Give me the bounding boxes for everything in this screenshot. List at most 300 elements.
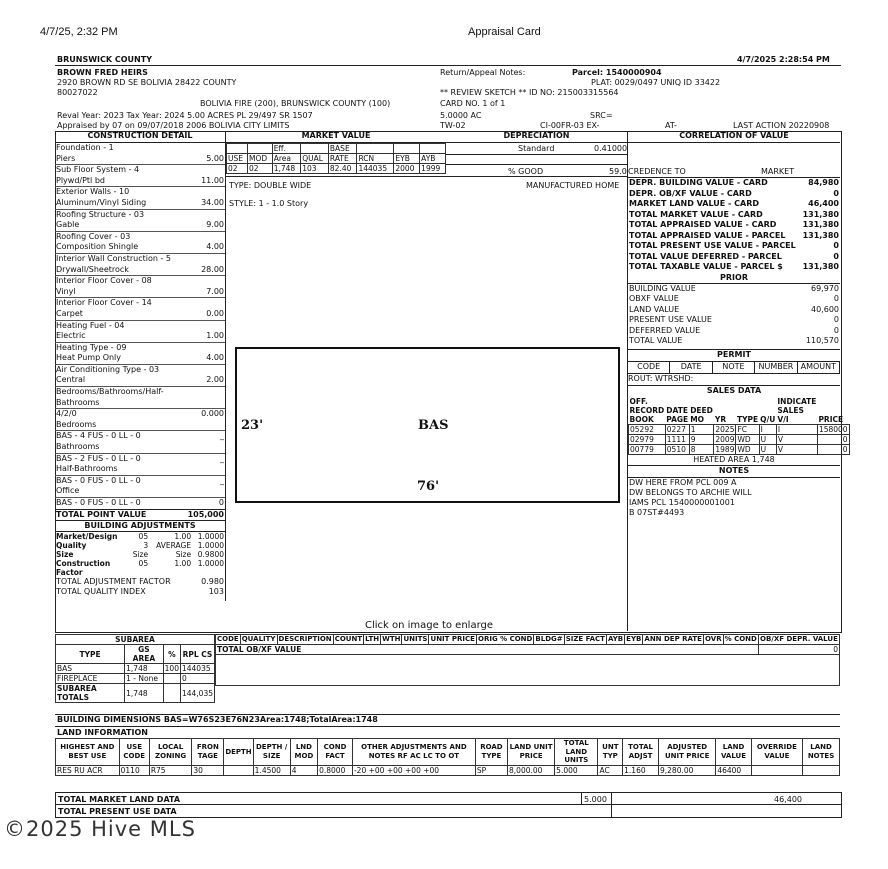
market-cell: 1999 bbox=[420, 164, 446, 174]
construction-row bbox=[55, 442, 225, 454]
sales-header: INDICATE bbox=[777, 396, 817, 406]
sales-row bbox=[629, 444, 850, 454]
value-label: MARKET LAND VALUE - CARD bbox=[629, 199, 759, 208]
adjustment-cell bbox=[149, 568, 192, 577]
construction-row bbox=[55, 353, 225, 365]
construction-label: Composition Shingle bbox=[56, 242, 139, 252]
construction-detail bbox=[55, 131, 225, 597]
adjustment-cell: Market/Design bbox=[56, 531, 118, 541]
notes-title: NOTES bbox=[628, 465, 840, 477]
correlation-of-value bbox=[628, 131, 848, 518]
type-label: TYPE: DOUBLE WIDE bbox=[229, 181, 312, 190]
style-label: STYLE: 1 - 1.0 Story bbox=[229, 199, 309, 208]
value-amount: 0 bbox=[833, 251, 839, 261]
sales-cell: 0227 bbox=[665, 424, 689, 434]
rout-line: ROUT: WTRSHD: bbox=[628, 373, 694, 383]
construction-row bbox=[55, 331, 225, 343]
print-datetime: 4/7/25, 2:32 PM bbox=[40, 26, 118, 38]
construction-value: 7.00 bbox=[206, 286, 224, 296]
value-amount: 131,380 bbox=[802, 230, 839, 240]
sales-cell: 0 bbox=[817, 434, 849, 444]
src: SRC= bbox=[590, 111, 613, 120]
sales-header bbox=[714, 397, 736, 406]
obxf-header: AYB bbox=[607, 635, 624, 643]
adjustment-cell: 1.0000 bbox=[197, 558, 224, 568]
value-amount: 0 bbox=[833, 294, 839, 303]
adjustment-cell bbox=[129, 568, 149, 577]
construction-label: Bathrooms bbox=[56, 442, 100, 452]
construction-rows bbox=[55, 143, 225, 597]
permit-header: CODE bbox=[628, 362, 670, 373]
sales-cell: WD bbox=[736, 444, 759, 454]
land-cell: 46400 bbox=[716, 765, 751, 775]
market-cell: 1,748 bbox=[272, 164, 301, 174]
value-row bbox=[628, 294, 840, 305]
obxf-header-row bbox=[216, 635, 840, 645]
adjustment-cell: 1.0000 bbox=[197, 531, 224, 541]
permit-header: DATE bbox=[670, 362, 712, 373]
land-table bbox=[55, 738, 840, 776]
adjustments-title: BUILDING ADJUSTMENTS bbox=[55, 521, 225, 532]
total-market-value: 46,400 bbox=[774, 795, 802, 804]
value-amount: 69,970 bbox=[811, 283, 839, 293]
hive-mls-watermark: ©2025 Hive MLS bbox=[4, 817, 196, 841]
tw-code: TW-02 bbox=[440, 121, 466, 130]
sales-header bbox=[689, 397, 714, 406]
obxf-header: DESCRIPTION bbox=[278, 635, 332, 643]
total-market-land: TOTAL MARKET LAND DATA bbox=[58, 795, 181, 804]
sales-cell: 158000 bbox=[818, 424, 848, 434]
value-label: TOTAL TAXABLE VALUE - PARCEL $ bbox=[629, 262, 783, 271]
construction-label: Bedrooms/Bathrooms/Half- bbox=[56, 387, 164, 397]
value-row bbox=[628, 326, 840, 337]
adjustment-cell: 1.00 bbox=[174, 558, 192, 568]
construction-label: Heat Pump Only bbox=[56, 353, 122, 363]
land-cell: 5.000 bbox=[555, 765, 598, 775]
adjustment-row bbox=[55, 559, 225, 568]
subarea-cell: 1,748 bbox=[125, 664, 164, 674]
obxf-header: UNITS bbox=[403, 635, 428, 643]
obxf-header: ORIG % COND bbox=[478, 635, 533, 643]
sales-cell: V bbox=[776, 434, 817, 444]
market-header: QUAL bbox=[301, 154, 329, 164]
sales-cell: 1111 bbox=[665, 434, 689, 444]
land-cell: AC bbox=[598, 765, 623, 775]
sales-header: DATE bbox=[666, 405, 688, 415]
value-amount: 0 bbox=[833, 315, 839, 324]
note-line: DW BELONGS TO ARCHIE WILL bbox=[629, 487, 752, 497]
owner-name: BROWN FRED HEIRS bbox=[57, 68, 148, 77]
last-action: LAST ACTION 20220908 bbox=[733, 121, 830, 130]
construction-label: BAS - 2 FUS - 0 LL - 0 bbox=[56, 453, 141, 463]
land-cell: 1.4500 bbox=[253, 765, 290, 775]
sales-title: SALES DATA bbox=[628, 385, 840, 397]
land-header: COND FACT bbox=[318, 739, 353, 766]
correlation-title: CORRELATION OF VALUE bbox=[628, 131, 840, 143]
construction-value: _ bbox=[220, 475, 224, 485]
obxf-header: BLDG# bbox=[535, 635, 563, 643]
subarea-cell: 1 - None bbox=[125, 674, 164, 684]
dep-good-value: 59.0 bbox=[609, 167, 627, 176]
sales-table bbox=[628, 397, 850, 455]
value-amount: 46,400 bbox=[808, 199, 839, 208]
land-header: ROAD TYPE bbox=[475, 739, 507, 766]
construction-value: 0.000 bbox=[201, 409, 224, 419]
construction-row bbox=[55, 220, 225, 232]
sketch-bottom-dimension: 76' bbox=[417, 479, 440, 494]
land-header: LAND NOTES bbox=[803, 739, 840, 766]
adjustment-total-label: TOTAL ADJUSTMENT FACTOR bbox=[56, 576, 171, 586]
construction-row bbox=[55, 298, 225, 309]
construction-label: Heating Type - 09 bbox=[56, 342, 127, 352]
market-header bbox=[420, 144, 446, 154]
value-row bbox=[628, 336, 840, 347]
construction-row bbox=[55, 198, 225, 210]
land-header: LAND UNIT PRICE bbox=[508, 739, 555, 766]
construction-label: BAS - 4 FUS - 0 LL - 0 bbox=[56, 431, 141, 441]
subarea-totals-row bbox=[56, 684, 215, 703]
construction-row bbox=[55, 287, 225, 299]
construction-row bbox=[55, 464, 225, 476]
adjustment-row bbox=[55, 532, 225, 541]
click-to-enlarge-link[interactable]: Click on image to enlarge bbox=[365, 620, 494, 631]
market-header bbox=[227, 144, 248, 154]
construction-row bbox=[55, 165, 225, 176]
obxf-header: WTH bbox=[382, 635, 401, 643]
sales-cell: 1989 bbox=[715, 444, 735, 454]
market-cell: 02 bbox=[227, 164, 248, 174]
construction-label: Heating Fuel - 04 bbox=[56, 320, 125, 330]
construction-value: 0 bbox=[218, 498, 224, 507]
notes-lines bbox=[628, 477, 840, 518]
construction-row bbox=[55, 242, 225, 254]
adjustment-row bbox=[55, 568, 225, 577]
construction-label: Roofing Cover - 03 bbox=[56, 231, 131, 241]
obxf-header: OB/XF DEPR. VALUE bbox=[760, 635, 838, 643]
construction-row bbox=[55, 265, 225, 277]
construction-row bbox=[55, 420, 225, 432]
sales-header bbox=[714, 406, 736, 415]
construction-label: Exterior Walls - 10 bbox=[56, 187, 130, 197]
land-header: OVERRIDE VALUE bbox=[751, 739, 802, 766]
construction-label: Foundation - 1 bbox=[56, 143, 114, 152]
value-label: TOTAL VALUE bbox=[629, 336, 683, 345]
construction-label: Gable bbox=[56, 220, 80, 230]
obxf-header: OVR bbox=[705, 635, 722, 643]
sales-header: BOOK bbox=[629, 414, 654, 424]
construction-row bbox=[55, 232, 225, 243]
land-header: LAND VALUE bbox=[716, 739, 751, 766]
construction-label: Interior Wall Construction - 5 bbox=[56, 253, 172, 263]
subarea-totals-rpl: 144,035 bbox=[180, 684, 214, 703]
construction-value: 9.00 bbox=[206, 220, 224, 230]
construction-row bbox=[55, 476, 225, 487]
land-cell: -20 +00 +00 +00 +00 bbox=[352, 765, 475, 775]
land-title: LAND INFORMATION bbox=[57, 728, 148, 737]
subarea-header: GS AREA bbox=[125, 645, 164, 664]
land-header: DEPTH / SIZE bbox=[253, 739, 290, 766]
value-label: TOTAL PRESENT USE VALUE - PARCEL bbox=[629, 241, 796, 250]
appraised-by: Appraised by 07 on 09/07/2018 2006 BOLIVIA CITY LIMITS bbox=[57, 121, 290, 130]
construction-label: Vinyl bbox=[56, 286, 76, 296]
market-header bbox=[394, 144, 420, 154]
construction-value: 5.00 bbox=[206, 153, 224, 163]
construction-label: Roofing Structure - 03 bbox=[56, 209, 145, 219]
obxf-total-value: 0 bbox=[758, 645, 839, 655]
market-value bbox=[226, 131, 446, 208]
value-row bbox=[628, 284, 840, 295]
subarea-header: TYPE bbox=[56, 645, 125, 664]
land-header: UNT TYP bbox=[598, 739, 623, 766]
value-amount: 131,380 bbox=[802, 209, 839, 219]
land-header: USE CODE bbox=[119, 739, 149, 766]
sales-header-row bbox=[629, 406, 850, 415]
construction-label: Central bbox=[56, 375, 86, 385]
land-header: LND MOD bbox=[290, 739, 317, 766]
adjustment-cell: 0.9800 bbox=[197, 549, 224, 559]
market-title: MARKET VALUE bbox=[226, 131, 446, 143]
plat: PLAT: 0029/0497 UNIQ ID 33422 bbox=[591, 78, 721, 87]
owner-address: 2920 BROWN RD SE BOLIVIA 28422 COUNTY bbox=[57, 78, 237, 87]
subarea-row bbox=[56, 674, 215, 684]
land-header: OTHER ADJUSTMENTS AND NOTES RF AC LC TO OT bbox=[352, 739, 475, 766]
construction-label: BAS - 0 FUS - 0 LL - 0 bbox=[56, 498, 141, 507]
adjustments-table bbox=[55, 532, 225, 577]
construction-row bbox=[55, 254, 225, 265]
card-number: CARD NO. 1 of 1 bbox=[440, 99, 506, 108]
market-header: BASE bbox=[328, 144, 357, 154]
land-cell: 8,000.00 bbox=[508, 765, 555, 775]
construction-row bbox=[55, 375, 225, 387]
land-cell: 1.160 bbox=[623, 765, 659, 775]
construction-label: Carpet bbox=[56, 308, 83, 318]
sales-header: OFF. bbox=[629, 396, 648, 406]
sales-header bbox=[736, 397, 759, 406]
prior-rows bbox=[628, 283, 840, 347]
land-header: DEPTH bbox=[224, 739, 253, 766]
correlation-rows bbox=[628, 177, 840, 273]
construction-row bbox=[55, 321, 225, 332]
subarea-cell: 0 bbox=[180, 674, 214, 684]
construction-row bbox=[55, 343, 225, 354]
value-label: TOTAL APPRAISED VALUE - CARD bbox=[629, 220, 777, 229]
subarea-totals-area: 1,748 bbox=[125, 684, 164, 703]
ci-code: CI-00FR-03 EX- bbox=[540, 121, 600, 130]
market-header bbox=[357, 144, 394, 154]
obxf-header: EYB bbox=[626, 635, 642, 643]
acres: 5.0000 AC bbox=[440, 111, 482, 120]
land-cell: RES RU ACR bbox=[56, 765, 120, 775]
construction-row bbox=[55, 398, 225, 410]
land-header-row bbox=[56, 739, 840, 766]
construction-row bbox=[55, 486, 225, 498]
sales-cell: FC bbox=[736, 424, 759, 434]
construction-label: Interior Floor Cover - 14 bbox=[56, 298, 152, 308]
land-cell: R75 bbox=[149, 765, 192, 775]
sales-header bbox=[665, 397, 689, 406]
adjustment-cell bbox=[192, 568, 225, 577]
value-label: TOTAL MARKET VALUE - CARD bbox=[629, 209, 763, 219]
land-header: TOTAL LAND UNITS bbox=[555, 739, 598, 766]
subarea-cell: BAS bbox=[56, 664, 125, 674]
adjustment-total bbox=[55, 577, 225, 587]
land-header: ADJUSTED UNIT PRICE bbox=[659, 739, 716, 766]
construction-label: Interior Floor Cover - 08 bbox=[56, 276, 152, 286]
depreciation-title: DEPRECIATION bbox=[446, 131, 627, 143]
construction-label: Air Conditioning Type - 03 bbox=[56, 364, 160, 374]
land-cell: 9,280.00 bbox=[659, 765, 716, 775]
construction-value: 1.00 bbox=[206, 331, 224, 341]
sales-header bbox=[759, 397, 776, 406]
market-header: Area bbox=[272, 154, 301, 164]
subarea-row bbox=[56, 664, 215, 674]
construction-row bbox=[55, 454, 225, 465]
total-market-units: 5.000 bbox=[584, 795, 607, 804]
dep-good: % GOOD bbox=[508, 167, 544, 176]
sales-cell: 02979 bbox=[629, 434, 666, 444]
value-label: BUILDING VALUE bbox=[629, 283, 696, 293]
subarea-header-row bbox=[56, 645, 215, 664]
subarea-title-row bbox=[56, 635, 215, 645]
value-amount: 0 bbox=[833, 325, 839, 335]
construction-label: Plywd/Ptl bd bbox=[56, 175, 105, 185]
land-totals bbox=[55, 792, 842, 818]
land-cell bbox=[751, 765, 802, 775]
adjustment-total-label: TOTAL QUALITY INDEX bbox=[56, 586, 146, 596]
sales-header: Q/U bbox=[760, 414, 776, 424]
market-cell: 2000 bbox=[394, 164, 420, 174]
construction-label: Piers bbox=[56, 153, 76, 163]
adjustment-row bbox=[55, 550, 225, 559]
construction-row bbox=[55, 154, 225, 166]
permit-title: PERMIT bbox=[628, 349, 840, 361]
construction-value: 4.00 bbox=[206, 353, 224, 363]
dep-standard-value: 0.41000 bbox=[594, 144, 628, 153]
depreciation bbox=[446, 131, 628, 190]
construction-label: Bedrooms bbox=[56, 419, 97, 429]
adjustment-cell: Factor bbox=[56, 567, 83, 577]
adjustment-cell: Quality bbox=[56, 540, 87, 550]
obxf-header: UNIT PRICE bbox=[430, 635, 475, 643]
obxf-header: % COND bbox=[724, 635, 757, 643]
sales-header: MO bbox=[690, 414, 705, 424]
value-label: LAND VALUE bbox=[629, 304, 680, 314]
construction-value: _ bbox=[220, 453, 224, 463]
sales-cell: 9 bbox=[689, 434, 714, 444]
subarea-table bbox=[55, 634, 215, 703]
printed-timestamp: 4/7/2025 2:28:54 PM bbox=[737, 55, 830, 64]
construction-row bbox=[55, 187, 225, 198]
sales-cell: 0510 bbox=[665, 444, 689, 454]
construction-row bbox=[55, 431, 225, 442]
subarea-title: SUBAREA bbox=[56, 635, 215, 645]
sales-header: SALES bbox=[777, 405, 804, 415]
construction-row bbox=[55, 387, 225, 398]
value-row bbox=[628, 305, 840, 316]
construction-label: Electric bbox=[56, 331, 86, 341]
sales-header: PAGE bbox=[666, 414, 689, 424]
obxf-empty bbox=[216, 655, 840, 686]
subarea-cell bbox=[163, 674, 180, 684]
parcel-number: Parcel: 1540000904 bbox=[572, 68, 662, 77]
construction-row bbox=[55, 143, 225, 154]
construction-label: 4/2/0 bbox=[56, 409, 77, 419]
construction-label: Aluminum/Vinyl Siding bbox=[56, 197, 147, 207]
value-label: OBXF VALUE bbox=[629, 294, 679, 303]
sales-cell: WD bbox=[736, 434, 759, 444]
sketch-area-label: BAS bbox=[418, 418, 449, 433]
adjustment-cell: AVERAGE bbox=[156, 540, 192, 550]
value-label: PRESENT USE VALUE bbox=[629, 315, 712, 324]
obxf-total-row bbox=[216, 645, 840, 655]
sales-cell: U bbox=[759, 434, 776, 444]
construction-label: Half-Bathrooms bbox=[56, 464, 118, 474]
obxf-header: COUNT bbox=[334, 635, 363, 643]
obxf-header: ANN DEP RATE bbox=[644, 635, 702, 643]
county-name: BRUNSWICK COUNTY bbox=[57, 55, 152, 64]
adjustment-row bbox=[55, 541, 225, 550]
sales-header: PRICE bbox=[818, 414, 844, 424]
sales-header-row bbox=[629, 397, 850, 406]
fire-district: BOLIVIA FIRE (200), BRUNSWICK COUNTY (100) bbox=[200, 99, 391, 108]
adjustment-cell: Size bbox=[175, 549, 192, 559]
market-header bbox=[248, 144, 273, 154]
construction-value: 28.00 bbox=[201, 264, 224, 274]
sales-cell: 05292 bbox=[629, 424, 666, 434]
construction-value: 2.00 bbox=[206, 375, 224, 385]
construction-label: Office bbox=[56, 486, 80, 496]
construction-label: Bathrooms bbox=[56, 397, 100, 407]
market-label: MARKET bbox=[761, 167, 795, 176]
subarea-cell: FIREPLACE bbox=[56, 674, 125, 684]
land-cell: SP bbox=[475, 765, 507, 775]
sales-header: DEED bbox=[690, 405, 713, 415]
sales-row bbox=[629, 424, 850, 434]
obxf-table bbox=[215, 634, 840, 686]
value-row bbox=[628, 231, 840, 242]
adjustment-cell: 1.0000 bbox=[197, 540, 224, 550]
market-header: USE bbox=[227, 154, 248, 164]
construction-value: _ bbox=[220, 431, 224, 441]
market-header: Eff. bbox=[272, 144, 301, 154]
obxf-empty-row bbox=[216, 655, 840, 686]
adjustment-cell: 05 bbox=[138, 531, 149, 541]
adjustment-total-value: 0.980 bbox=[201, 576, 224, 586]
land-cell bbox=[224, 765, 253, 775]
sales-row bbox=[629, 434, 850, 444]
value-amount: 0 bbox=[833, 241, 839, 250]
construction-row bbox=[55, 176, 225, 188]
construction-label: Drywall/Sheetrock bbox=[56, 264, 129, 274]
permit-headers bbox=[628, 361, 840, 374]
subarea-header: % bbox=[163, 645, 180, 664]
sales-cell: 0 bbox=[817, 444, 849, 454]
owner-zip: 80027022 bbox=[57, 88, 98, 97]
prior-title: PRIOR bbox=[720, 272, 748, 282]
market-cell: 82.40 bbox=[328, 164, 357, 174]
construction-row bbox=[55, 409, 225, 420]
sales-cell: 2025 bbox=[715, 424, 735, 434]
value-label: DEPR. BUILDING VALUE - CARD bbox=[629, 178, 768, 187]
adjustment-cell: 05 bbox=[138, 558, 149, 568]
permit-header: NOTE bbox=[713, 362, 755, 373]
subarea-totals-pct bbox=[163, 684, 180, 703]
land-cell: 4 bbox=[290, 765, 317, 775]
value-row bbox=[628, 262, 840, 273]
subarea-totals-label: SUBAREA TOTALS bbox=[56, 684, 125, 703]
sales-cell: 8 bbox=[689, 444, 714, 454]
subarea-cell: 144035 bbox=[180, 664, 214, 674]
